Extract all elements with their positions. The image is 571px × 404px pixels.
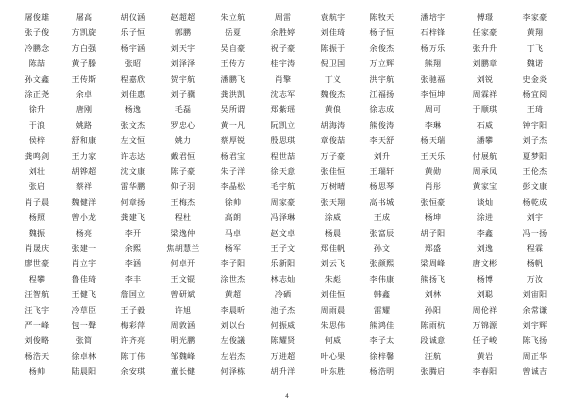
name-cell: 余熙 <box>124 244 142 253</box>
name-cell: 王健飞 <box>71 290 97 300</box>
name-cell: 朱立航 <box>220 13 246 22</box>
name-cell: 肖晟庆 <box>24 244 50 253</box>
name-cell: 胡海涛 <box>320 120 346 130</box>
name-cell: 郑佳帆 <box>320 244 346 253</box>
name-cell: 刘以台 <box>220 321 246 330</box>
name-cell: 吴所谓 <box>220 105 246 115</box>
name-cell: 丁义 <box>324 74 342 84</box>
name-cell: 杨思琴 <box>369 182 395 192</box>
name-cell: 张驰福 <box>420 74 446 84</box>
name-cell: 胡铧超 <box>71 167 97 176</box>
name-cell: 程霖 <box>526 244 544 253</box>
name-cell: 杨坤 <box>424 213 442 223</box>
name-cell: 黄家宝 <box>472 182 498 192</box>
name-cell: 任家豪 <box>472 28 498 38</box>
name-cell: 赵超超 <box>170 13 196 22</box>
name-cell: 杨宇涵 <box>120 43 146 53</box>
name-cell: 许齐亮 <box>120 336 146 346</box>
name-cell: 杨博 <box>476 274 494 284</box>
name-cell: 刘宇辉 <box>522 321 548 330</box>
name-cell: 李鑫 <box>476 228 494 238</box>
name-cell: 程杜 <box>174 213 192 223</box>
name-cell: 徐帅 <box>224 197 242 207</box>
name-cell: 余俊杰 <box>369 43 395 53</box>
name-cell: 陈喆 <box>28 59 46 69</box>
name-cell: 李伟康 <box>369 274 395 284</box>
name-cell: 熊俊涛 <box>369 120 395 130</box>
name-cell: 李琳 <box>424 120 442 130</box>
name-cell: 乐子恒 <box>120 28 146 38</box>
name-cell: 朱彪 <box>324 274 342 284</box>
name-cell: 王文锟 <box>170 274 196 284</box>
name-cell: 梁逸仲 <box>170 228 196 238</box>
name-cell: 魏诺 <box>526 59 544 69</box>
name-cell: 邹魏峰 <box>170 351 196 361</box>
name-cell: 贺宇航 <box>170 74 196 84</box>
name-cell: 倪卫国 <box>320 59 346 69</box>
name-cell: 程攀 <box>28 274 46 284</box>
name-cell: 刘逸 <box>476 244 494 253</box>
name-cell: 刘聪 <box>476 290 494 300</box>
name-cell: 黄子滕 <box>71 59 97 69</box>
name-cell: 方凯旋 <box>71 28 97 38</box>
name-cell: 朱子洋 <box>220 167 246 176</box>
name-cell: 徐梓馨 <box>369 351 395 361</box>
name-cell: 周承凤 <box>472 167 498 176</box>
name-cell: 姚力 <box>174 136 192 146</box>
name-cell: 马卓 <box>224 228 242 238</box>
name-cell: 张佳恒 <box>320 167 346 176</box>
name-cell: 方白强 <box>71 43 97 53</box>
name-cell: 罗忠心 <box>170 120 196 130</box>
name-cell: 肖子晨 <box>24 197 50 207</box>
name-cell: 杨万乐 <box>420 43 446 53</box>
name-cell: 李家豪 <box>522 13 548 22</box>
name-cell: 沈文康 <box>120 167 146 176</box>
name-cell: 孙文鑫 <box>24 74 50 84</box>
name-cell: 周敦涵 <box>170 321 196 330</box>
name-cell: 李春阳 <box>472 367 498 377</box>
name-cell: 刘升 <box>373 151 391 161</box>
name-cell: 潘培宇 <box>420 13 446 22</box>
name-cell: 高书城 <box>369 197 395 207</box>
name-cell: 乐新阳 <box>270 259 296 269</box>
name-cell: 陈牧天 <box>369 13 395 22</box>
name-cell: 毛宇航 <box>270 182 296 192</box>
name-cell: 冷硒 <box>274 290 292 300</box>
name-cell: 刘林 <box>424 290 442 300</box>
name-cell: 李恒坤 <box>420 90 446 99</box>
name-cell: 杨浩明 <box>369 367 395 377</box>
name-cell: 龚鸣剑 <box>24 151 50 161</box>
name-cell: 祝子豪 <box>270 43 296 53</box>
name-cell: 孙阳 <box>424 305 442 315</box>
name-cell: 王力家 <box>71 151 97 161</box>
name-cell: 唐文彬 <box>472 259 498 269</box>
name-cell: 刘佳琦 <box>320 28 346 38</box>
name-cell: 黄一凡 <box>220 120 246 130</box>
name-cell: 左文恒 <box>120 136 146 146</box>
name-cell: 吴自豪 <box>220 43 246 53</box>
name-cell: 胡升洋 <box>270 367 296 377</box>
name-cell: 石威 <box>476 120 494 130</box>
name-cell: 冯泽琳 <box>270 213 296 223</box>
name-cell: 李天舒 <box>369 136 395 146</box>
name-cell: 于浪 <box>28 120 46 130</box>
name-cell: 何振威 <box>270 321 296 330</box>
name-cell: 万进超 <box>270 351 296 361</box>
name-cell: 丁飞 <box>526 43 544 53</box>
name-cell: 舒和康 <box>71 136 97 146</box>
name-cell: 杨乾成 <box>522 197 548 207</box>
name-cell: 李晨昕 <box>220 305 246 315</box>
name-cell: 李晶松 <box>220 182 246 192</box>
name-cell: 万树晴 <box>320 182 346 192</box>
name-cell: 张昭 <box>124 59 142 69</box>
name-cell: 王子文 <box>270 244 296 253</box>
name-cell: 洪宇航 <box>369 74 395 84</box>
name-cell: 刘宙阳 <box>522 290 548 300</box>
name-cell: 姚路 <box>75 120 93 130</box>
name-cell: 李开 <box>124 228 142 238</box>
name-cell: 徐志成 <box>369 105 395 115</box>
name-cell: 江福扬 <box>369 90 395 99</box>
name-cell: 胡仪涵 <box>120 13 146 22</box>
name-cell: 高朗 <box>224 213 242 223</box>
name-cell: 杨逸 <box>124 105 142 115</box>
name-cell: 叶东胜 <box>320 367 346 377</box>
name-cell: 刘佳惠 <box>120 90 146 99</box>
name-cell: 梅彩萍 <box>120 321 146 330</box>
name-cell: 钟宇阳 <box>522 120 548 130</box>
name-cell: 陆晨阳 <box>71 367 97 377</box>
name-cell: 许旭 <box>174 305 192 315</box>
name-cell: 沈志军 <box>270 90 296 99</box>
name-cell: 何泽栋 <box>220 367 246 377</box>
name-cell: 黄勋 <box>424 167 442 176</box>
name-cell: 王子毅 <box>120 305 146 315</box>
name-cell: 石梓锋 <box>420 28 446 38</box>
name-cell: 魏振 <box>28 228 46 238</box>
name-cell: 屠俊雄 <box>24 13 50 22</box>
name-cell: 袁航宇 <box>320 13 346 22</box>
name-cell: 徐卓林 <box>71 351 97 361</box>
name-cell: 王瑞轩 <box>369 167 395 176</box>
name-cell: 余卓 <box>75 90 93 99</box>
name-cell: 焦胡慧兰 <box>166 244 200 253</box>
name-cell: 徐天意 <box>270 167 296 176</box>
name-cell: 刘宇 <box>526 213 544 223</box>
name-cell: 何威 <box>324 336 342 346</box>
name-cell: 段诚意 <box>420 336 446 346</box>
name-cell: 魏俊杰 <box>320 90 346 99</box>
name-cell: 程嘉欣 <box>120 74 146 84</box>
name-cell: 王传斯 <box>71 74 97 84</box>
name-cell: 熊翔 <box>424 59 442 69</box>
name-cell: 叶心果 <box>320 351 346 361</box>
name-cell: 张恒豪 <box>420 197 446 207</box>
name-cell: 刘俊略 <box>24 336 50 346</box>
name-cell: 周伦祥 <box>472 305 498 315</box>
name-cell: 张颜熙 <box>369 259 395 269</box>
name-cell: 熊鸿佳 <box>369 321 395 330</box>
name-cell: 刘锐 <box>476 74 494 84</box>
name-cell: 毛磊 <box>174 105 192 115</box>
name-cell: 张建一 <box>71 244 97 253</box>
name-cell: 雷耀 <box>373 305 391 315</box>
name-cell: 程世喆 <box>270 151 296 161</box>
name-cell: 谈灿 <box>476 197 494 207</box>
name-cell: 杨晨 <box>324 228 342 238</box>
name-cell: 于顺琪 <box>472 105 498 115</box>
name-cell: 张天翔 <box>320 197 346 207</box>
name-cell: 黄超 <box>224 290 242 300</box>
name-cell: 董长健 <box>170 367 196 377</box>
name-cell: 陈耀贤 <box>270 336 296 346</box>
name-cell: 肖擎 <box>274 74 292 84</box>
name-cell: 曾小龙 <box>71 213 97 223</box>
name-cell: 杨宜阅 <box>522 90 548 99</box>
name-cell: 冷鹏念 <box>24 43 50 53</box>
name-cell: 曾研斌 <box>170 290 196 300</box>
name-cell: 赵文卓 <box>270 228 296 238</box>
name-cell: 潘鹏飞 <box>220 74 246 84</box>
name-cell: 廖世豪 <box>24 259 50 269</box>
name-cell: 张腾启 <box>420 367 446 377</box>
name-cell: 夏梦阳 <box>522 151 548 161</box>
name-cell: 王成 <box>373 213 391 223</box>
name-cell: 刘泽泽 <box>170 59 196 69</box>
name-cell: 朱思伟 <box>320 321 346 330</box>
name-cell: 杨子恒 <box>369 28 395 38</box>
name-cell: 梁周峰 <box>420 259 446 269</box>
name-cell: 涂进 <box>476 213 494 223</box>
name-cell: 雷华鹏 <box>120 182 146 192</box>
name-cell: 张升升 <box>472 43 498 53</box>
name-cell: 胡子阳 <box>420 228 446 238</box>
name-cell: 戴君恒 <box>170 151 196 161</box>
name-cell: 徐升 <box>28 105 46 115</box>
name-cell: 杨亮 <box>75 228 93 238</box>
name-cell: 左俊議 <box>220 336 246 346</box>
name-cell: 何章扬 <box>120 197 146 207</box>
name-cell: 李子阳 <box>220 259 246 269</box>
name-cell: 潘攀 <box>476 136 494 146</box>
name-cell: 王琦 <box>526 105 544 115</box>
name-cell: 郑盛 <box>424 244 442 253</box>
name-cell: 韩鑫 <box>373 290 391 300</box>
name-cell: 张启 <box>28 182 46 192</box>
name-cell: 鲁佳琦 <box>71 274 97 284</box>
name-cell: 黄岩 <box>476 351 494 361</box>
name-cell: 付展航 <box>472 151 498 161</box>
name-cell: 桂宇涛 <box>270 59 296 69</box>
name-cell: 冷草臣 <box>71 305 97 315</box>
name-cell: 严一峰 <box>24 321 50 330</box>
name-cell: 殷思琪 <box>270 136 296 146</box>
name-cell: 包一聲 <box>71 321 97 330</box>
name-cell: 龚建飞 <box>120 213 146 223</box>
name-cell: 黄翔 <box>526 28 544 38</box>
name-cell: 章俊喆 <box>320 136 346 146</box>
name-cell: 杨帆 <box>526 259 544 269</box>
name-cell: 蔡厚锐 <box>220 136 246 146</box>
name-cell: 陈飞扬 <box>522 336 548 346</box>
name-cell: 蔡祥 <box>75 182 93 192</box>
name-cell: 杨军 <box>224 244 242 253</box>
name-cell: 史金炎 <box>522 74 548 84</box>
name-cell: 孙文 <box>373 244 391 253</box>
name-cell: 张子俊 <box>24 28 50 38</box>
name-cell: 曾诚吉 <box>522 367 548 377</box>
name-cell: 何卓开 <box>170 259 196 269</box>
name-cell: 林志灿 <box>270 274 296 284</box>
name-cell: 陈振于 <box>320 43 346 53</box>
name-cell: 李涵 <box>124 259 142 269</box>
name-cell: 杨君宝 <box>220 151 246 161</box>
name-cell: 郭鹏 <box>174 28 192 38</box>
name-cell: 周霖祥 <box>472 90 498 99</box>
name-cell: 万锦源 <box>472 321 498 330</box>
name-cell: 杨照 <box>28 213 46 223</box>
name-cell: 汪航 <box>424 351 442 361</box>
name-cell: 肖彤 <box>424 182 442 192</box>
name-cell: 余胜婷 <box>270 28 296 38</box>
name-cell: 陈雨杭 <box>420 321 446 330</box>
name-cell: 汪飞宇 <box>24 305 50 315</box>
name-cell: 池子杰 <box>270 305 296 315</box>
name-cell: 万子豪 <box>320 151 346 161</box>
name-cell: 唐刚 <box>75 105 93 115</box>
name-cell: 刘鹏章 <box>472 59 498 69</box>
name-cell: 詹国立 <box>120 290 146 300</box>
name-cell: 肖立宇 <box>71 259 97 269</box>
name-cell: 仰子羽 <box>170 182 196 192</box>
name-cell: 周家豪 <box>270 197 296 207</box>
name-cell: 陈子豪 <box>170 167 196 176</box>
name-cell: 彭文康 <box>522 182 548 192</box>
name-cell: 陈丁伟 <box>120 351 146 361</box>
name-cell: 阮凯立 <box>270 120 296 130</box>
name-cell: 万汝 <box>526 274 544 284</box>
name-cell: 李丰 <box>124 274 142 284</box>
name-cell: 王天乐 <box>420 151 446 161</box>
name-cell: 龚洪凯 <box>220 90 246 99</box>
name-cell: 李子太 <box>369 336 395 346</box>
name-cell: 周雷 <box>274 13 292 22</box>
name-cell: 杨帅 <box>28 367 46 377</box>
name-cell: 张文杰 <box>120 120 146 130</box>
name-cell: 杨天瑞 <box>420 136 446 146</box>
name-cell: 万立辉 <box>369 59 395 69</box>
name-cell: 张简 <box>75 336 93 346</box>
name-cell: 刘云飞 <box>320 259 346 269</box>
name-cell: 王梅杰 <box>170 197 196 207</box>
name-cell: 屠高 <box>75 13 93 22</box>
name-cell: 刘子骥 <box>170 90 196 99</box>
name-cell: 涂正尧 <box>24 90 50 99</box>
name-cell: 任子峻 <box>472 336 498 346</box>
name-cell: 刘佳恒 <box>320 290 346 300</box>
name-cell: 傅璟 <box>476 13 494 22</box>
name-cell: 周可 <box>424 105 442 115</box>
name-cell: 张富辰 <box>369 228 395 238</box>
name-cell: 冯一扬 <box>522 228 548 238</box>
name-cell: 周正华 <box>522 351 548 361</box>
name-cell: 涂威 <box>324 213 342 223</box>
name-cell: 余安琪 <box>120 367 146 377</box>
name-cell: 刘壮 <box>28 167 46 176</box>
name-cell: 岳夏 <box>224 28 242 38</box>
page-number: 4 <box>285 393 289 400</box>
name-cell: 刘子杰 <box>522 136 548 146</box>
name-cell: 明光鹏 <box>170 336 196 346</box>
name-cell: 余常谦 <box>522 305 548 315</box>
name-cell: 魏健洋 <box>71 197 97 207</box>
name-cell: 王传方 <box>220 59 246 69</box>
name-cell: 涂世杰 <box>220 274 246 284</box>
name-cell: 熊扬飞 <box>420 274 446 284</box>
name-cell: 许志达 <box>120 151 146 161</box>
name-cell: 刘天宇 <box>170 43 196 53</box>
name-cell: 周雨晨 <box>320 305 346 315</box>
name-cell: 郑紫瑶 <box>270 105 296 115</box>
name-cell: 左岩杰 <box>220 351 246 361</box>
name-cell: 杨浩天 <box>24 351 50 361</box>
name-cell: 黄俍 <box>324 105 342 115</box>
name-cell: 侯梓 <box>28 136 46 146</box>
name-cell: 王伦杰 <box>522 167 548 176</box>
name-cell: 汪智航 <box>24 290 50 300</box>
